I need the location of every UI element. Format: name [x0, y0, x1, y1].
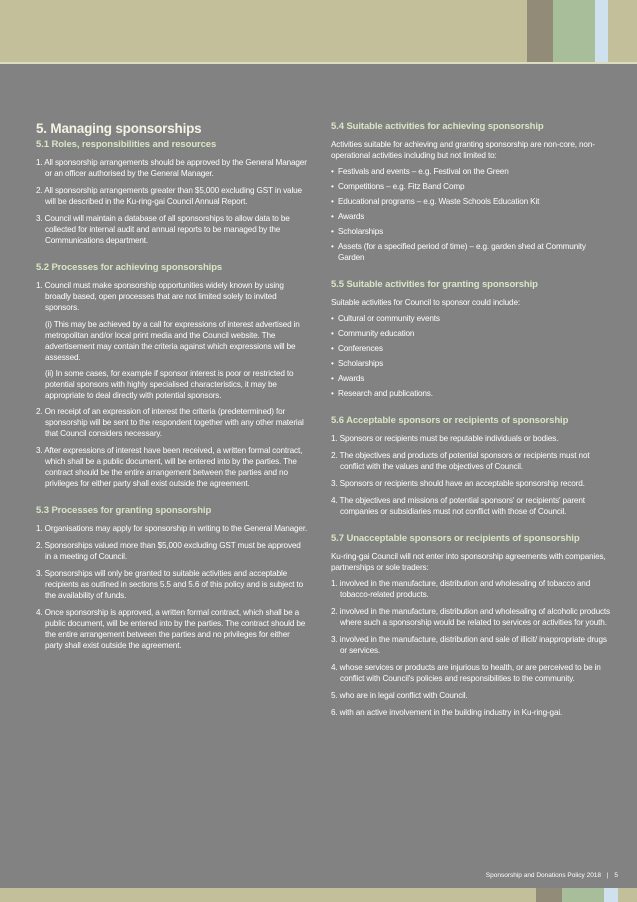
bullet-item: • Assets (for a specified period of time) – e.g. garden shed at Community Garden	[331, 241, 611, 263]
list-item: 6. with an active involvement in the building industry in Ku-ring-gai.	[331, 708, 563, 717]
intro-text: Activities suitable for achieving and granting sponsorship are non-core, non-operational activities including but not limited to:	[331, 140, 595, 160]
list-item: 1. Council must make sponsorship opportunities widely known by using broadly based, open processes that are not limited solely to invited sponsors.	[36, 281, 284, 312]
list-item: 3. Council will maintain a database of all sponsorships to allow data to be collected for internal audit and annual reports to be managed by the Communications department.	[36, 214, 290, 245]
list-item: 1. involved in the manufacture, distribution and wholesaling of tobacco and tobacco-related products.	[331, 579, 591, 599]
green-stripe	[553, 0, 595, 62]
sub-item: (ii) In some cases, for example if sponsor interest is poor or restricted to potential sponsors with highly specialised characteristics, it may be appropriate to deal directly with potential sponsors.	[45, 369, 294, 400]
list-item: 2. involved in the manufacture, distribution and wholesaling of alcoholic products where such a sponsorship would be related to services or activities for youth.	[331, 607, 610, 627]
bullet-item: • Competitions – e.g. Fitz Band Comp	[331, 181, 611, 192]
list-item: 5. who are in legal conflict with Council.	[331, 691, 468, 700]
section-heading: 5.7 Unacceptable sponsors or recipients of sponsorship	[331, 533, 580, 544]
numbered-list	[36, 523, 308, 651]
intro-text: Suitable activities for Council to sponsor could include:	[331, 298, 520, 307]
section-heading: 5.6 Acceptable sponsors or recipients of sponsorship	[331, 415, 569, 426]
section-5-5	[331, 279, 611, 399]
bullet-item: • Educational programs – e.g. Waste Schools Education Kit	[331, 196, 611, 207]
section-5-3	[36, 505, 308, 651]
list-item: 1. Sponsors or recipients must be reputable individuals or bodies.	[331, 434, 559, 443]
brown-stripe	[527, 0, 553, 62]
numbered-list	[36, 406, 308, 489]
section-heading: 5.2 Processes for achieving sponsorships	[36, 262, 223, 273]
bullet-list	[331, 166, 611, 263]
section-heading: 5.5 Suitable activities for granting sponsorship	[331, 279, 538, 290]
section-heading: 5.1 Roles, responsibilities and resources	[36, 139, 217, 150]
list-item: 3. After expressions of interest have been received, a written formal contract, which shall be a public document, will be entered into by the parties. The contract should be the entire arrangement between the parties and no privileges for either party shall exist outside the agreement.	[36, 446, 303, 488]
list-item: 1. All sponsorship arrangements should be approved by the General Manager or an officer authorised by the General Manager.	[36, 158, 307, 178]
footer-separator: |	[606, 872, 609, 879]
list-item: 3. Sponsorships will only be granted to suitable activities and acceptable recipients as outlined in sections 5.5 and 5.6 of this policy and is subject to the availability of funds.	[36, 569, 304, 600]
blue-stripe	[604, 888, 618, 902]
bullet-item: • Conferences	[331, 343, 611, 354]
bullet-item: • Scholarships	[331, 358, 611, 369]
list-item: 2. All sponsorship arrangements greater than $5,000 excluding GST in value will be described in the Ku-ring-gai Council Annual Report.	[36, 186, 302, 206]
bullet-item: • Awards	[331, 373, 611, 384]
section-5-2	[36, 262, 308, 489]
footer-doc-title: Sponsorship and Donations Policy 2018	[485, 872, 602, 879]
list-item: 4. The objectives and missions of potential sponsors' or recipients' parent companies or subsidiaries must not conflict with those of Council.	[331, 496, 585, 516]
section-heading: 5.4 Suitable activities for achieving sponsorship	[331, 121, 544, 132]
blue-stripe	[595, 0, 608, 62]
brown-stripe	[536, 888, 562, 902]
section-5-6	[331, 415, 611, 517]
section-heading: 5.3 Processes for granting sponsorship	[36, 505, 212, 516]
page-title: 5. Managing sponsorships	[36, 121, 202, 136]
numbered-list	[331, 433, 611, 517]
top-color-band	[0, 0, 637, 64]
bullet-item: • Awards	[331, 211, 611, 222]
list-item: 3. involved in the manufacture, distribution and sale of illicit/ inappropriate drugs or services.	[331, 635, 607, 655]
bottom-color-band	[0, 888, 637, 902]
numbered-list	[331, 578, 611, 718]
section-5-1	[36, 139, 308, 246]
bullet-item: • Festivals and events – e.g. Festival on the Green	[331, 166, 611, 177]
list-item: 2. On receipt of an expression of interest the criteria (predetermined) for sponsorship will be sent to the respondent together with any other material that Council considers necessary.	[36, 407, 304, 438]
numbered-list	[36, 280, 308, 313]
intro-text: Ku-ring-gai Council will not enter into sponsorship agreements with companies, partnerships or sole traders:	[331, 552, 606, 572]
numbered-list	[36, 157, 308, 246]
bullet-item: • Research and publications.	[331, 388, 611, 399]
green-stripe	[562, 888, 604, 902]
page-footer	[486, 872, 618, 879]
right-column	[331, 121, 611, 734]
bullet-item: • Cultural or community events	[331, 313, 611, 324]
list-item: 1. Organisations may apply for sponsorship in writing to the General Manager.	[36, 524, 308, 533]
section-5-4	[331, 121, 611, 263]
list-item: 4. whose services or products are injurious to health, or are perceived to be in conflict with Council's policies and responsibilities to the community.	[331, 663, 601, 683]
bullet-item: • Community education	[331, 328, 611, 339]
bullet-item: • Scholarships	[331, 226, 611, 237]
sub-item: (i) This may be achieved by a call for expressions of interest advertised in metropolitan and/or local print media and the Council website. The advertisement may contain the criteria against which expressions will be assessed.	[45, 320, 300, 362]
list-item: 2. The objectives and products of potential sponsors or recipients must not conflict with the values and the objectives of Council.	[331, 451, 590, 471]
page-number: 5	[614, 872, 618, 879]
list-item: 3. Sponsors or recipients should have an acceptable sponsorship record.	[331, 479, 585, 488]
list-item: 2. Sponsorships valued more than $5,000 excluding GST must be approved in a meeting of Council.	[36, 541, 301, 561]
left-column	[36, 121, 308, 667]
list-item: 4. Once sponsorship is approved, a written formal contract, which shall be a public document, will be entered into by the parties. The contract should be the entire arrangement between the parties and no privileges for either party shall exist outside the agreement.	[36, 608, 306, 650]
section-5-7	[331, 533, 611, 718]
bullet-list	[331, 313, 611, 399]
